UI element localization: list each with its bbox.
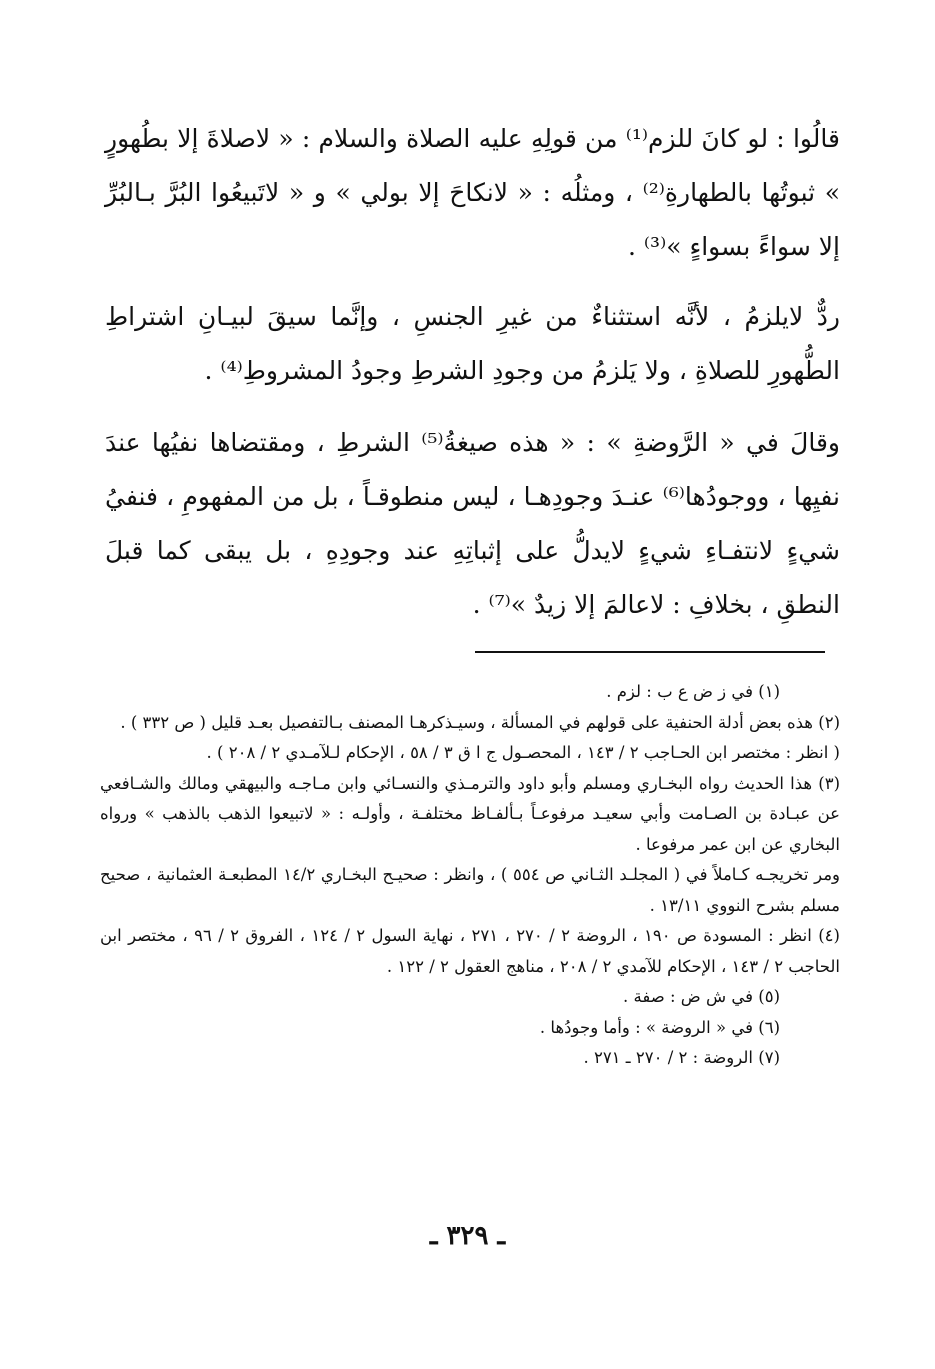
- body-paragraph-1: [105, 112, 840, 274]
- footnote-3: (٣) هذا الحديث رواه البخـاري ومسلم وأبو داود والترمـذي والنسـائي وابن مـاجـه والبيهقي ومالك والشـافعي عن عبـادة بن الصـامت وأبي سعيـد مرفوعـاً بـألفـاظ مختلفـة ، وأولـه : « لاتبيعوا الذهب بالذهب » ورواه البخاري عن ابن عمر مرفوعا .: [100, 773, 840, 854]
- footnote-2: (٢) هذه بعض أدلة الحنفية على قولهم في المسألة ، وسيـذكرهـا المصنف بـالتفصيل بعـد قليل ( ص ٣٣٢ ) .: [120, 712, 840, 732]
- page-number: ـ ٣٢٩ ـ: [429, 1221, 506, 1251]
- footnote-3-continuation: ومر تخريجـه كـاملاً في ( المجلـد الثـاني ص ٥٥٤ ) ، وانظر : صحيـح البخـاري ١٤/٢ المطبعـة العثمانية ، صحيح مسلم بشرح النووي ١٣/١١ .: [100, 865, 841, 915]
- footnote-divider: [475, 651, 825, 653]
- paragraph-text: ردٌّ لايلزمُ ، لأنَّه استثناءٌ من غيرِ الجنسِ ، وإنَّما سيقَ لبيـانِ اشتراطِ الطُّهورِ للصلاةِ ، ولا يَلزمُ من وجودِ الشرطِ وجودُ المشروطِ⁽⁴⁾ .: [105, 302, 840, 385]
- footnote-2-reference: ( انظر : مختصر ابن الحـاجب ٢ / ١٤٣ ، المحصـول ج ا ق ٣ / ٥٨ ، الإحكام لـلآمـدي ٢ / ٢٠٨ ) .: [206, 743, 840, 762]
- footnote-7: (٧) الروضة : ٢ / ٢٧٠ ـ ٢٧١ .: [583, 1048, 780, 1067]
- footnote-6: (٦) في « الروضة » : وأما وجودُها .: [539, 1017, 780, 1037]
- footnote-5: (٥) في ش ض : صفة .: [623, 987, 780, 1006]
- body-paragraph-2: [105, 290, 840, 398]
- paragraph-text: قالُوا : لو كانَ للزم⁽¹⁾ من قولِهِ عليه الصلاة والسلام : « لاصلاةَ إلا بطُهورٍ » ثبوتُها بالطهارةِ⁽²⁾ ، ومثلُه : « لانكاحَ إلا بولي » و « لاتَبيعُوا البُرَّ بـالبُرِّ إلا سواءً بسواءٍ »⁽³⁾ .: [105, 124, 841, 261]
- footnotes-section: [100, 677, 840, 1074]
- paragraph-text: وقالَ في « الرَّوضةِ » : « هذه صيغةُ⁽⁵⁾ الشرطِ ، ومقتضاها نفيُها عندَ نفيِها ، ووجودُها⁽⁶⁾ عنـدَ وجودِهـا ، ليس منطوقـاً ، بل من المفهومِ ، فنفيُ شيءٍ لانتفـاءِ شيءٍ لايدلُّ على إثباتِهِ عند وجودِهِ ، بل يبقى كما قبلَ النطقِ ، بخلافِ : لاعالمَ إلا زيدٌ »⁽⁷⁾ .: [105, 428, 840, 619]
- body-paragraph-3: [105, 416, 840, 632]
- footnote-1: (١) في ز ض ع ب : لزم .: [606, 682, 780, 701]
- footnote-4: (٤) انظر : المسودة ص ١٩٠ ، الروضة ٢ / ٢٧٠ ، ٢٧١ ، نهاية السول ٢ / ١٢٤ ، الفروق ٢ / ٩٦ ، مختصر ابن الحاجب ٢ / ١٤٣ ، الإحكام للآمدي ٢ / ٢٠٨ ، مناهج العقول ٢ / ١٢٢ .: [100, 926, 840, 976]
